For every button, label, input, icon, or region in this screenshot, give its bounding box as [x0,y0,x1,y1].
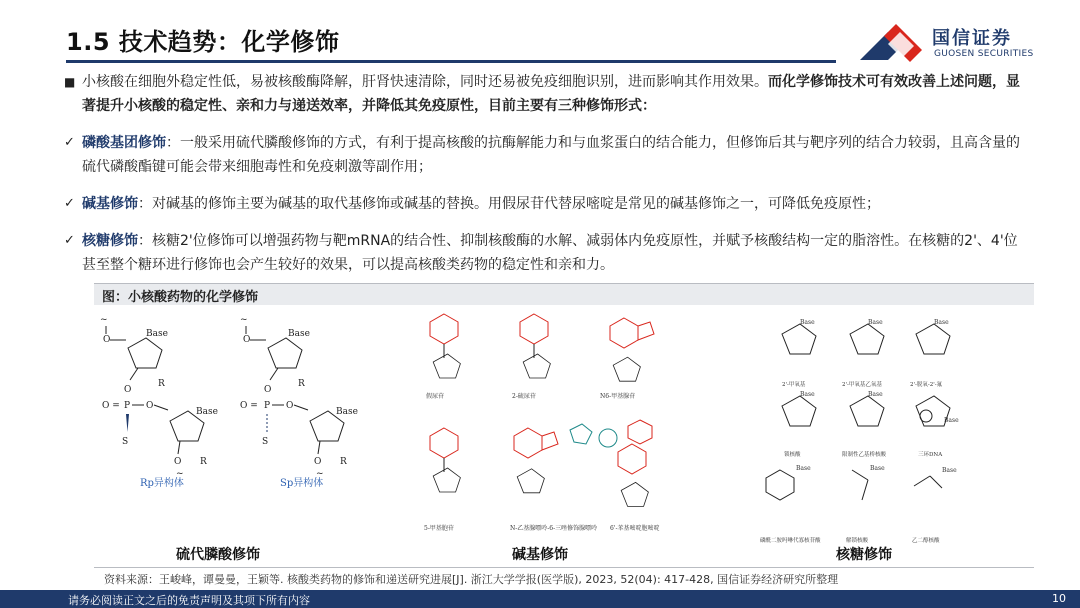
atom-base: Base [146,329,168,339]
caption-base-mod: 碱基修饰 [512,547,568,563]
atom-o: O [314,457,322,467]
squiggle-mark: ~ [240,315,248,325]
atom-dbl-o: O = [102,401,120,411]
sp-label: Sp异构体 [280,478,324,489]
rp-isomer-structure [100,315,218,489]
squiggle-mark: ~ [176,469,184,479]
item-text: ：一般采用硫代膦酸修饰的方式，有利于提高核酸的抗酶解能力和与血浆蛋白的结合能力，但修饰后其与靶序列的结合力较弱，且高含量的硫代磷酸酯键可能会带来细胞毒性和免疫刺激等副作用； [82,135,1020,175]
list-item-ribose [66,229,1026,277]
ribose-mod-label: 磷酰二胺吗啉代寡核苷酸 [760,538,821,544]
title-underline [66,60,836,63]
atom-base: Base [288,329,310,339]
caption-ribose-mod: 核糖修饰 [836,547,892,563]
ribose-mod-label: 2'-甲氧基 [782,382,806,388]
svg-text:Base: Base [796,465,811,472]
source-citation: 资料来源：王峻峰，谭曼曼，王颖等. 核酸类药物的修饰和递送研究进展[J]. 浙江大学学报(医学版), 2023, 52(04): 417-428, 国信证券经济研究所整理 [104,573,839,586]
ribose-mod-label: 锁核酸 [784,452,801,458]
check-icon: ✓ [64,233,75,248]
svg-text:Base: Base [870,465,885,472]
ribose-mod-label: 解锁核酸 [846,538,869,544]
intro-bold-text: 而化学修饰技术可有效改善上述问题，显著提升小核酸的稳定性、亲和力与递送效率，并降低其免疫原性，目前主要有三种修饰形式： [82,74,1020,114]
svg-text:Base: Base [868,391,883,398]
atom-o: O [286,401,294,411]
rp-label: Rp异构体 [140,478,184,489]
ribose-mod-label: 乙二醇核酸 [912,538,940,544]
chemistry-figure [94,306,1034,544]
atom-s: S [122,437,129,447]
svg-text:Base: Base [868,319,883,326]
item-heading: 磷酸基团修饰 [82,135,166,151]
atom-r: R [298,379,305,389]
page-title: 1.5 技术趋势：化学修饰 [66,28,340,56]
svg-text:Base: Base [800,319,815,326]
ribose-mod-label: 2'-脱氧-2'-氟 [910,382,943,388]
intro-text: 小核酸在细胞外稳定性低，易被核酸酶降解，肝肾快速清除，同时还易被免疫细胞识别，进而影响其作用效果。 [82,74,768,90]
ribose-mod-label: 限制性乙基桥核酸 [842,452,887,458]
atom-r: R [340,457,347,467]
base-mod-label: 6'-苯基嘧啶胞嘧啶 [610,525,660,532]
base-modification-structures [424,314,660,532]
guosen-logo-icon [858,22,926,66]
check-icon: ✓ [64,196,75,211]
svg-text:Base: Base [944,417,959,424]
company-logo [858,20,1048,68]
logo-text-en: GUOSEN SECURITIES [934,49,1034,59]
svg-text:Base: Base [800,391,815,398]
list-item-phosphate [66,131,1026,179]
atom-dbl-o: O = [240,401,258,411]
logo-text-cn: 国信证券 [932,28,1012,49]
item-heading: 碱基修饰 [82,196,138,212]
check-icon: ✓ [64,135,75,150]
squiggle-mark: ~ [316,469,324,479]
atom-o: O [146,401,154,411]
base-mod-label: N-乙基腺嘌呤-6-三唑修饰腺嘌呤 [510,525,598,532]
page-number: 10 [1052,592,1066,605]
atom-o: O [124,385,132,395]
atom-base: Base [336,407,358,417]
disclaimer-text: 请务必阅读正文之后的免责声明及其项下所有内容 [68,594,310,607]
squiggle-mark: ~ [100,315,108,325]
atom-p: P [124,401,131,411]
square-bullet-icon: ■ [64,75,76,89]
atom-p: P [264,401,271,411]
intro-paragraph [66,70,1026,118]
ribose-mod-label: 2'-甲氧基乙氧基 [842,382,882,388]
item-text: ：对碱基的修饰主要为碱基的取代基修饰或碱基的替换。用假尿苷代替尿嘧啶是常见的碱基修饰之一，可降低免疫原性； [138,196,880,212]
figure-title: 图：小核酸药物的化学修饰 [102,290,259,305]
atom-r: R [200,457,207,467]
item-text: ：核糖2'位修饰可以增强药物与靶mRNA的结合性、抑制核酸酶的水解、减弱体内免疫原性，并赋予核酸结构一定的脂溶性。在核糖的2'、4'位甚至整个糖环进行修饰也会产生较好的效果，可以提高核酸类药物的稳定性和亲和力。 [82,233,1018,273]
figure-bottom-rule [94,567,1034,568]
ribose-modification-structures [760,319,959,544]
ribose-mod-label: 三环DNA [918,452,943,458]
list-item-base [66,192,1026,216]
atom-o: O [103,335,111,345]
atom-o: O [264,385,272,395]
base-mod-label: 5-甲基胞苷 [424,525,454,532]
atom-r: R [158,379,165,389]
base-mod-label: 2-硫尿苷 [512,393,536,400]
item-heading: 核糖修饰 [82,233,138,249]
caption-phosphorothioate: 硫代膦酸修饰 [176,547,260,563]
svg-text:Base: Base [942,467,957,474]
footer-bar [0,590,1080,608]
base-mod-label: 假尿苷 [426,393,445,400]
atom-o: O [174,457,182,467]
atom-base: Base [196,407,218,417]
figure-header [94,283,1034,305]
atom-o: O [243,335,251,345]
svg-text:Base: Base [934,319,949,326]
atom-s: S [262,437,269,447]
sp-isomer-structure [240,315,358,489]
base-mod-label: N6-甲基腺苷 [600,393,636,400]
